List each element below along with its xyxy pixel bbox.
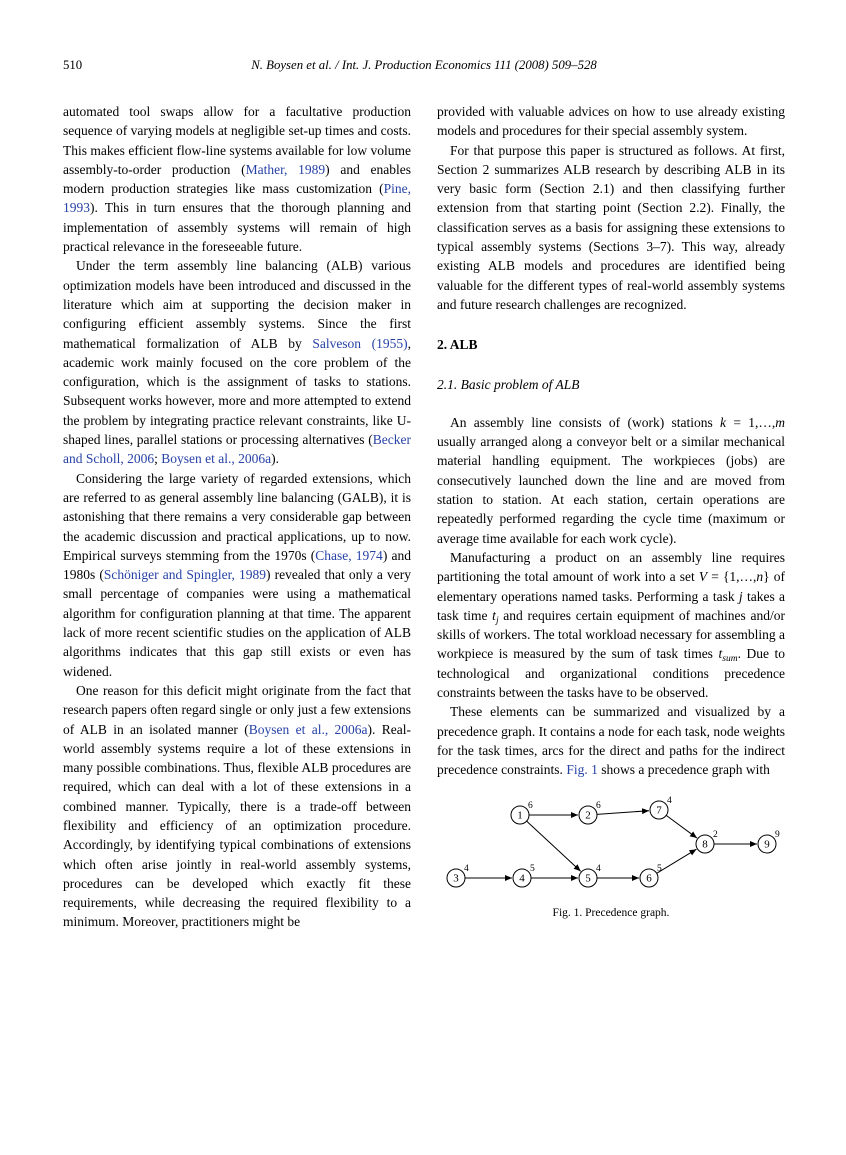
citation-link[interactable]: Becker and Scholl, 2006	[63, 432, 411, 467]
subsection-heading-basic-problem: 2.1. Basic problem of ALB	[437, 376, 580, 392]
graph-node-label: 5	[585, 872, 591, 884]
citation-link[interactable]: Boysen et al., 2006a	[161, 451, 272, 467]
math-variable: j	[738, 588, 743, 604]
paragraph: provided with valuable advices on how to use already existing models and procedures for their special assembly system.	[437, 104, 785, 139]
citation-link[interactable]: Schöniger and Spingler, 1989	[103, 567, 267, 583]
graph-node-weight: 6	[528, 800, 533, 811]
section-heading-alb: 2. ALB	[437, 337, 478, 353]
math-subscript: sum	[722, 654, 738, 665]
graph-node-label: 8	[702, 838, 708, 850]
math-variable: t	[492, 607, 496, 623]
figure-caption: Fig. 1. Precedence graph.	[552, 906, 670, 919]
citation-link[interactable]: Pine, 1993	[63, 181, 411, 216]
right-column	[437, 102, 785, 932]
graph-node-weight: 6	[596, 800, 601, 811]
graph-node-weight: 2	[713, 829, 718, 840]
graph-edge	[666, 815, 697, 838]
graph-edge	[597, 810, 649, 814]
math-variable: t	[718, 646, 723, 662]
graph-node-weight: 5	[657, 863, 662, 874]
math-variable: n	[756, 569, 764, 585]
paragraph: These elements can be summarized and visualized by a precedence graph. It contains a node for each task, node weights for the task times, arcs for the direct and paths for the indirect precedence constraints. Fig. 1 shows a precedence graph with	[437, 704, 785, 778]
paragraph: Manufacturing a product on an assembly line requires partitioning the total amount of work into a set V = {1,…,n} of elementary operations named tasks. Performing a task j takes a task time $t_j$ and requires certain equipment of machines and/or skills of workers. The total workload necessary for assembling a workpiece is measured by the sum of task times $t_{sum}$. Due to technological and organizational conditions precedence constraints between the tasks have to be observed.	[437, 549, 785, 701]
citation-link[interactable]: Fig. 1	[566, 762, 598, 778]
graph-node-label: 4	[519, 872, 525, 884]
citation-link[interactable]: Chase, 1974	[315, 547, 383, 563]
left-column	[63, 102, 411, 932]
graph-node-label: 7	[656, 804, 662, 816]
graph-node-weight: 5	[530, 863, 535, 874]
paragraph: Under the term assembly line balancing (ALB) various optimization models have been introduced and discussed in the literature which aim at supporting the decision maker in configuring efficient assembly systems. Since the first mathematical formalization of ALB by Salveson (1955), academic work mainly focused on the core problem of the configuration, which is the assignment of tasks to stations. Subsequent works however, more and more attempted to extend the problem by integrating practice relevant constraints, like U-shaped lines, parallel stations or processing alternatives (Becker and Scholl, 2006; Boysen et al., 2006a).	[63, 258, 411, 467]
graph-edge	[657, 849, 697, 873]
citation-link[interactable]: Salveson (1955)	[312, 335, 408, 351]
math-variable: k	[720, 414, 727, 430]
graph-node-weight: 4	[596, 863, 601, 874]
running-title: N. Boysen et al. / Int. J. Production Economics 111 (2008) 509–528	[251, 58, 597, 72]
math-variable: m	[775, 414, 785, 430]
graph-node-weight: 9	[775, 829, 780, 840]
page-header	[63, 58, 785, 76]
graph-node-weight: 4	[667, 795, 672, 806]
graph-node-label: 1	[517, 809, 523, 821]
page-number: 510	[63, 58, 83, 72]
citation-link[interactable]: Mather, 1989	[245, 161, 326, 177]
math-variable: V	[698, 569, 708, 585]
paragraph: An assembly line consists of (work) stations k = 1,…,m usually arranged along a conveyor belt or a similar mechanical material handling equipment. The workpieces (jobs) are consecutively launched down the line and are moved from station to station. At each station, certain operations are repeatedly performed regarding the cycle time (maximum or average time available for each work cycle).	[437, 414, 785, 546]
paragraph: Considering the large variety of regarded extensions, which are referred to as general assembly line balancing (GALB), it is astonishing that there remains a very considerable gap between the academic discussion and practical applications, up to now. Empirical surveys stemming from the 1970s (Chase, 1974) and 1980s (Schöniger and Spingler, 1989) revealed that only a very small percentage of companies were using a mathematical algorithm for configuration planning at that time. The apparent lack of more recent scientific studies on the application of ALB algorithms indicates that this gap still exists or even has widened.	[63, 470, 412, 679]
graph-node-label: 9	[764, 838, 770, 850]
paragraph: automated tool swaps allow for a facultative production sequence of varying models at negligible set-up times and costs. This makes efficient flow-line systems available for low volume assembly-to-order production (Mather, 1989) and enables modern production strategies like mass customization (Pine, 1993). This in turn ensures that the thorough planning and implementation of assembly systems will remain of high practical relevance in the foreseeable future.	[63, 104, 412, 255]
paragraph: For that purpose this paper is structured as follows. At first, Section 2 summarizes ALB research by describing ALB in its very basic form (Section 2.1) and then classifying further extension from that starting point (Section 2.2). Finally, the classification serves as a basis for assigning these extensions to typical assembly systems (Sections 3–7). This way, already existing ALB models and procedures are identified being valuable for the different types of real-world assembly systems and future research challenges are recognized.	[437, 142, 785, 312]
graph-node-label: 2	[585, 809, 591, 821]
two-column-body	[63, 102, 785, 932]
math-subscript: j	[495, 615, 499, 626]
paragraph: One reason for this deficit might originate from the fact that research papers often regard single or only just a few extensions of ALB in an isolated manner (Boysen et al., 2006a). Real-world assembly systems require a lot of these extensions in many possible combinations. Thus, flexible ALB procedures are required, which can deal with a lot of these extensions in a combined manner. Typically, there is a trade-off between flexibility and efficiency of an optimization procedure. Accordingly, by identifying typical combinations of extensions which often arise jointly in real-world assembly systems, procedures can be developed which exactly fit these requirements, while decreasing the required flexibility to a minimum. Moreover, practitioners might be	[63, 682, 411, 930]
graph-node-weight: 4	[464, 863, 469, 874]
figure-1	[437, 795, 785, 923]
precedence-graph	[437, 795, 785, 895]
graph-node-label: 6	[646, 872, 652, 884]
graph-node-label: 3	[453, 872, 459, 884]
citation-link[interactable]: Boysen et al., 2006a	[248, 721, 368, 737]
